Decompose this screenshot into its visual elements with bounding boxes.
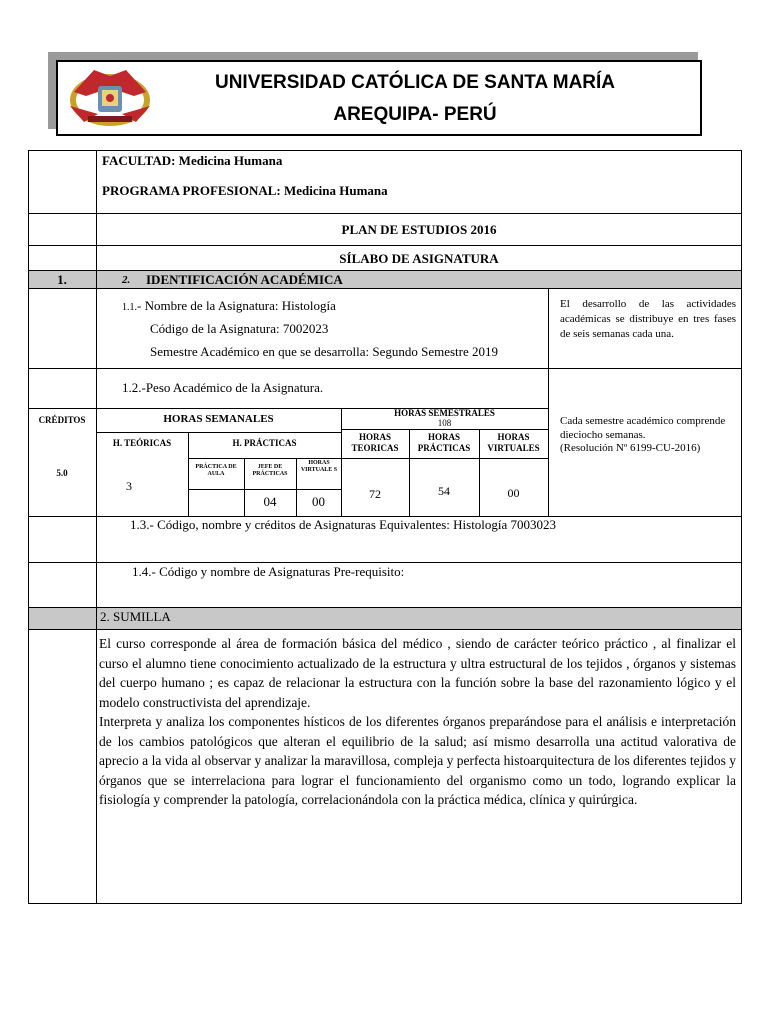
row-divider (96, 432, 341, 433)
row-divider (28, 288, 742, 289)
row-divider (188, 489, 341, 490)
row-divider (188, 458, 341, 459)
credits-header: CRÉDITOS (38, 415, 86, 425)
side-note-2: Cada semestre académico comprende dieciocho semanas. (560, 415, 726, 441)
semester-hours-total: 108 (437, 418, 452, 428)
section-number: 1. (57, 272, 67, 287)
plan-title: PLAN DE ESTUDIOS 2016 (341, 222, 497, 237)
theory-value: 3 (126, 479, 132, 493)
sem-practice-header: HORAS PRÁCTICAS (417, 432, 471, 453)
item-1-3-number: 1.3. (130, 517, 150, 532)
row-divider (28, 245, 742, 246)
row-divider (28, 629, 742, 630)
virtual-value: 00 (312, 494, 325, 509)
program-label: PROGRAMA PROFESIONAL: Medicina Humana (102, 183, 388, 198)
section-2-heading: 2. SUMILLA (100, 609, 171, 624)
semester-hours-header: HORAS SEMESTRALES (394, 408, 495, 418)
weekly-hours-header: HORAS SEMANALES (163, 413, 274, 425)
side-note: El desarrollo de las actividades académicas se distribuye en tres fases de seis semanas cada una. (560, 298, 736, 340)
sem-theory-value: 72 (369, 487, 381, 501)
row-divider (28, 270, 742, 271)
item-1-1 (122, 298, 336, 314)
item-1-3-text: - Código, nombre y créditos de Asignaturas Equivalentes: Histología 7003023 (149, 517, 557, 532)
section-1-band (29, 270, 741, 288)
lab-value: 04 (263, 494, 277, 509)
lab-chief-header: JEFE DE PRÁCTICAS (252, 464, 288, 477)
item-1-3 (130, 517, 556, 533)
item-1-2: 1.2.-Peso Académico de la Asignatura. (122, 380, 324, 395)
faculty-label: FACULTAD: Medicina Humana (102, 153, 283, 168)
semester (150, 344, 498, 360)
sem-virtual-value: 00 (507, 486, 520, 500)
row-divider (341, 429, 548, 430)
credits-value: 5.0 (56, 468, 68, 478)
resolution: (Resolución Nº 6199-CU-2016) (560, 442, 701, 454)
row-divider (28, 368, 742, 369)
classroom-practice-header: PRÁCTICA DE AULA (195, 464, 237, 477)
item-1-4: 1.4.- Código y nombre de Asignaturas Pre-requisito: (132, 564, 405, 579)
university-name: UNIVERSIDAD CATÓLICA DE SANTA MARÍA (214, 72, 616, 93)
sem-theory-header: HORAS TEORICAS (351, 432, 399, 453)
sumilla-paragraph-2: Interpreta y analiza los componentes hísticos de los diferentes órganos preparándose para el análisis e interpretación de los cambios patológicos que alteran el equilibrio de la salud; así mismo desarrolla una actitud valorativa de aprecio a la vida al observar y analizar la maravillosa, compleja y perfecta histoarquitectura de los diferentes tejidos y órganos que se interrelaciona para lograr el funcionamiento del organismo como un todo, logrando explicar la fisiología y comprender la patología, correlacionándola con la práctica médica, clínica y quirúrgica. (99, 714, 736, 807)
row-divider (341, 458, 548, 459)
city-country: AREQUIPA- PERÚ (333, 104, 497, 125)
row-divider (28, 213, 742, 214)
syllabus-title: SÍLABO DE ASIGNATURA (339, 251, 499, 266)
sumilla-paragraph-1: El curso corresponde al área de formación básica del médico , siendo de carácter teórico práctico , al finalizar el curso el alumno tiene conocimiento actualizado de la estructura y ultra estructural de los tejidos , órganos y sistemas del cuerpo humano ; es capaz de relacionar la estructura con la función sobre la base del razonamiento lógico y el modelo constructivista del aprendizaje. (99, 636, 736, 710)
row-divider (28, 607, 742, 608)
sem-virtual-header: HORAS VIRTUALES (487, 432, 540, 453)
sem-practice-value: 54 (438, 484, 450, 498)
item-1-1-label: - Nombre de la Asignatura: Histología (137, 298, 336, 313)
semester-prefix: Semestre Académico en que se desarrolla (150, 344, 366, 359)
university-seal-icon (64, 62, 156, 134)
practice-hours-header: H. PRÁCTICAS (232, 438, 297, 448)
virtual-sub-header: HORAS VIRTUALE S (300, 460, 338, 473)
theory-hours-header: H. TEÓRICAS (112, 438, 172, 448)
course-code: Código de la Asignatura: 7002023 (150, 321, 329, 336)
side-note-divider (548, 288, 549, 516)
item-1-1-number: 1.1. (122, 302, 137, 313)
section-heading: IDENTIFICACIÓN ACADÉMICA (146, 272, 343, 287)
row-divider (28, 562, 742, 563)
semester-value: : Segundo Semestre 2019 (365, 344, 499, 359)
section-heading-number: 2. (122, 274, 131, 286)
